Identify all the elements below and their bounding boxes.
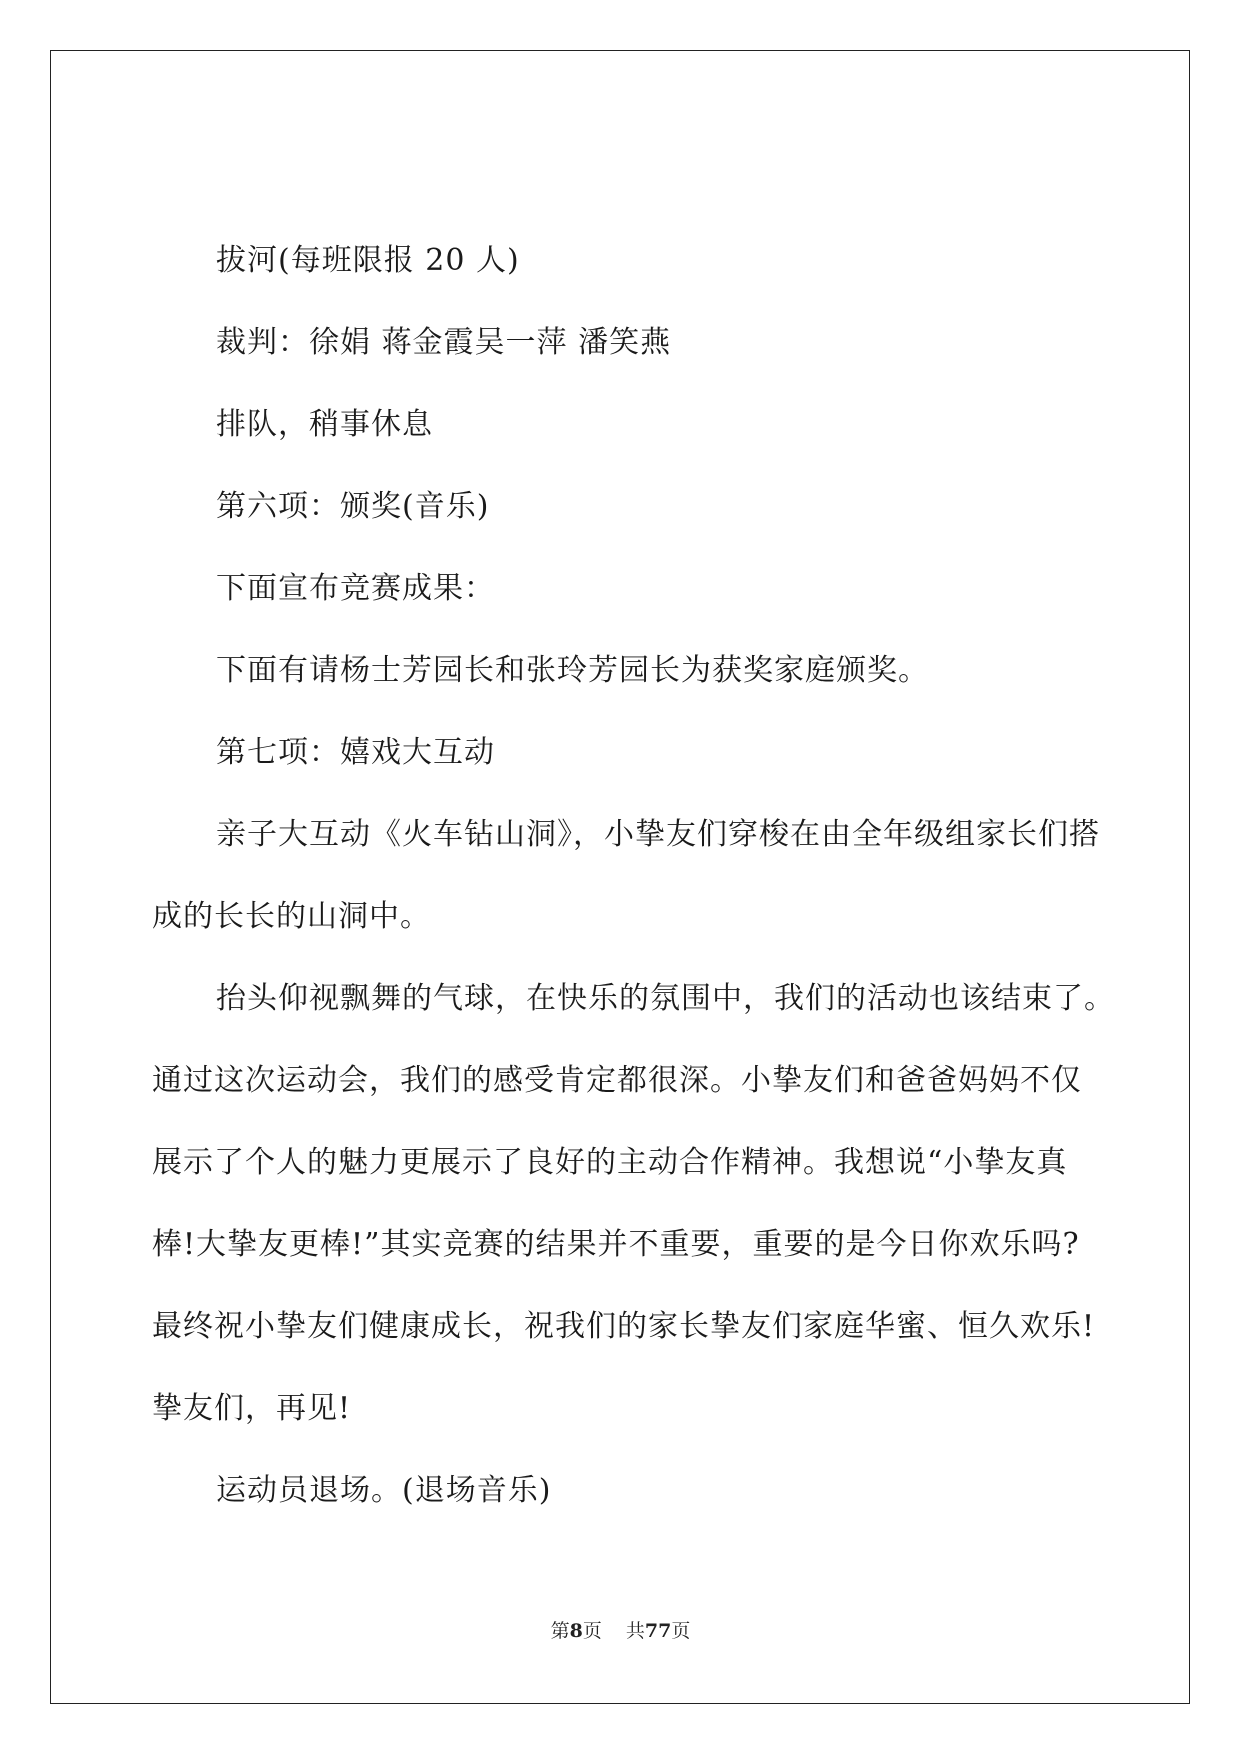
text-line-queue-rest: 排队，稍事休息	[216, 407, 433, 442]
footer-total-pages: 77	[644, 1620, 672, 1642]
paragraph-line: 抬头仰视飘舞的气球，在快乐的氛围中，我们的活动也该结束了。	[216, 981, 1115, 1016]
text-line-item-seven: 第七项：嬉戏大互动	[216, 735, 495, 770]
text-line-referees: 裁判：徐娟 蒋金霞吴一萍 潘笑燕	[216, 325, 672, 360]
text-line-item-six: 第六项：颁奖(音乐)	[216, 489, 490, 524]
paragraph-line: 棒!大挚友更棒!”其实竞赛的结果并不重要，重要的是今日你欢乐吗?	[152, 1227, 1080, 1262]
paragraph-line: 展示了个人的魅力更展示了良好的主动合作精神。我想说“小挚友真	[152, 1145, 1068, 1180]
footer-page-number: 8	[569, 1620, 583, 1642]
paragraph-line: 通过这次运动会，我们的感受肯定都很深。小挚友们和爸爸妈妈不仅	[152, 1063, 1082, 1098]
footer-page-suffix: 页	[582, 1620, 602, 1642]
text-line-athletes-exit: 运动员退场。(退场音乐)	[216, 1473, 552, 1508]
document-body	[152, 220, 1115, 1532]
text-line-award-invite: 下面有请杨士芳园长和张玲芳园长为获奖家庭颁奖。	[216, 653, 929, 688]
paragraph-line: 最终祝小挚友们健康成长，祝我们的家长挚友们家庭华蜜、恒久欢乐!	[152, 1309, 1096, 1344]
text-line-tug-of-war: 拔河(每班限报 20 人)	[216, 243, 520, 278]
footer-total-suffix: 页	[671, 1620, 691, 1642]
footer-total-prefix: 共	[625, 1620, 645, 1642]
paragraph-closing	[152, 958, 1115, 1450]
paragraph-line: 亲子大互动《火车钻山洞》，小挚友们穿梭在由全年级组家长们搭	[216, 817, 1100, 852]
paragraph-line: 成的长长的山洞中。	[152, 899, 431, 934]
page-footer	[0, 1616, 1241, 1643]
paragraph-line: 挚友们，再见!	[152, 1391, 352, 1426]
footer-page-prefix: 第	[550, 1620, 570, 1642]
text-line-announce-results: 下面宣布竞赛成果：	[216, 571, 495, 606]
paragraph-train-game	[152, 794, 1107, 958]
